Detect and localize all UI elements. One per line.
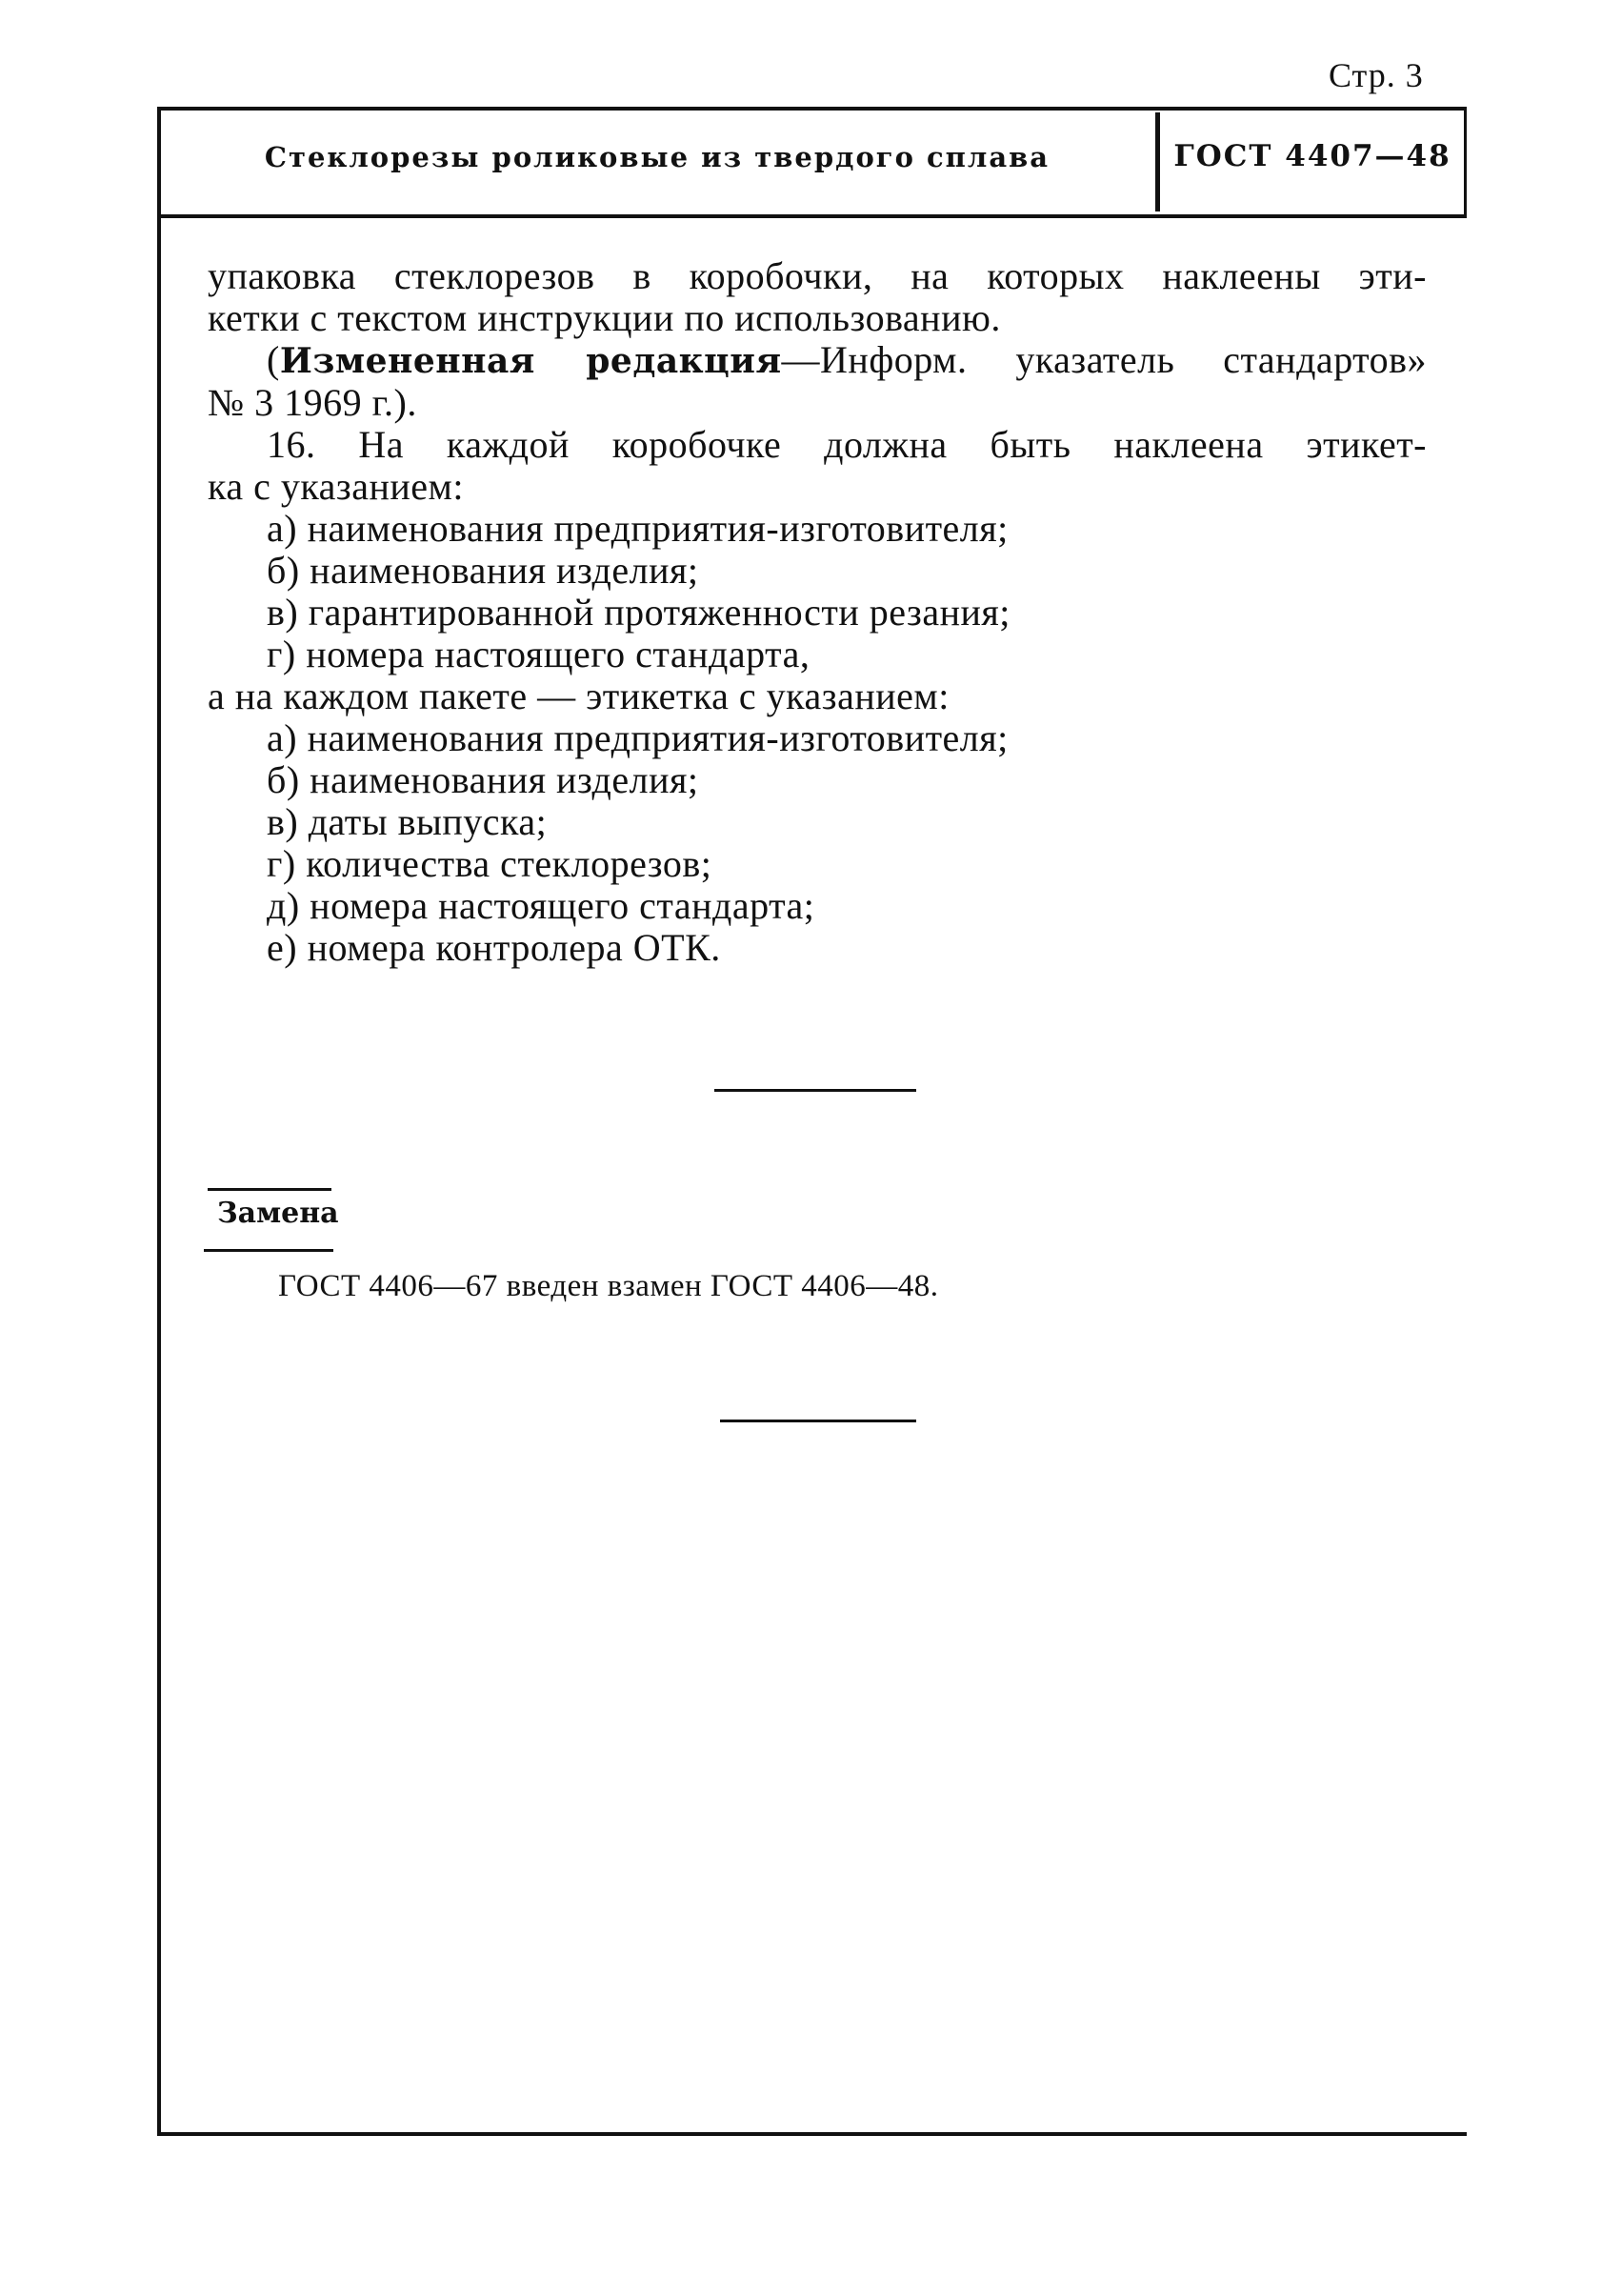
package-list-item: е) номера контролера ОТК. — [267, 926, 721, 969]
package-list-item: в) даты выпуска; — [267, 800, 548, 843]
end-separator — [720, 1420, 916, 1422]
package-intro: а на каждом пакете — этикетка с указанием: — [208, 675, 950, 717]
header-top-rule — [157, 107, 1467, 111]
replacement-rule-top — [208, 1188, 331, 1191]
header-divider — [1155, 112, 1160, 211]
amendment-date: № 3 1969 г.). — [208, 381, 417, 424]
item-16-line: 16. На каждой коробочке должна быть наклеена этикет- — [267, 423, 1427, 466]
frame-right-rule — [1464, 107, 1467, 218]
amendment-open-paren: ( — [267, 338, 280, 381]
item-16-line: ка с указанием: — [208, 465, 464, 508]
replacement-rule-bottom — [204, 1249, 333, 1252]
package-list-item: г) количества стеклорезов; — [267, 842, 712, 885]
page-number: Стр. 3 — [1329, 56, 1424, 94]
body-line: упаковка стеклорезов в коробочки, на которых наклеены эти- — [208, 254, 1427, 297]
frame-bottom-rule — [157, 2132, 1467, 2136]
frame-left-rule — [157, 107, 161, 2136]
amendment-bold-label: Измененная редакция — [279, 341, 782, 381]
package-list-item: д) номера настоящего стандарта; — [267, 884, 815, 927]
box-list-item: в) гарантированной протяженности резания; — [267, 591, 1011, 634]
package-list-item: а) наименования предприятия-изготовителя; — [267, 716, 1009, 759]
section-separator — [714, 1089, 916, 1092]
box-list-item: а) наименования предприятия-изготовителя; — [267, 507, 1009, 550]
document-body — [208, 255, 1427, 969]
box-list-item: г) номера настоящего стандарта, — [267, 633, 810, 675]
document-title: Стеклорезы роликовые из твердого сплава — [264, 141, 1051, 173]
body-line: кетки с текстом инструкции по использованию. — [208, 296, 1001, 339]
replacement-text: ГОСТ 4406—67 введен взамен ГОСТ 4406—48. — [278, 1269, 939, 1303]
package-list-item: б) наименования изделия; — [267, 758, 699, 801]
header-bottom-rule — [157, 214, 1467, 218]
standard-number: ГОСТ 4407—48 — [1173, 139, 1451, 173]
amendment-note — [208, 339, 1427, 382]
replacement-label: Замена — [217, 1197, 339, 1230]
box-list-item: б) наименования изделия; — [267, 549, 699, 592]
amendment-rest: —Информ. указатель стандартов» — [781, 338, 1428, 381]
